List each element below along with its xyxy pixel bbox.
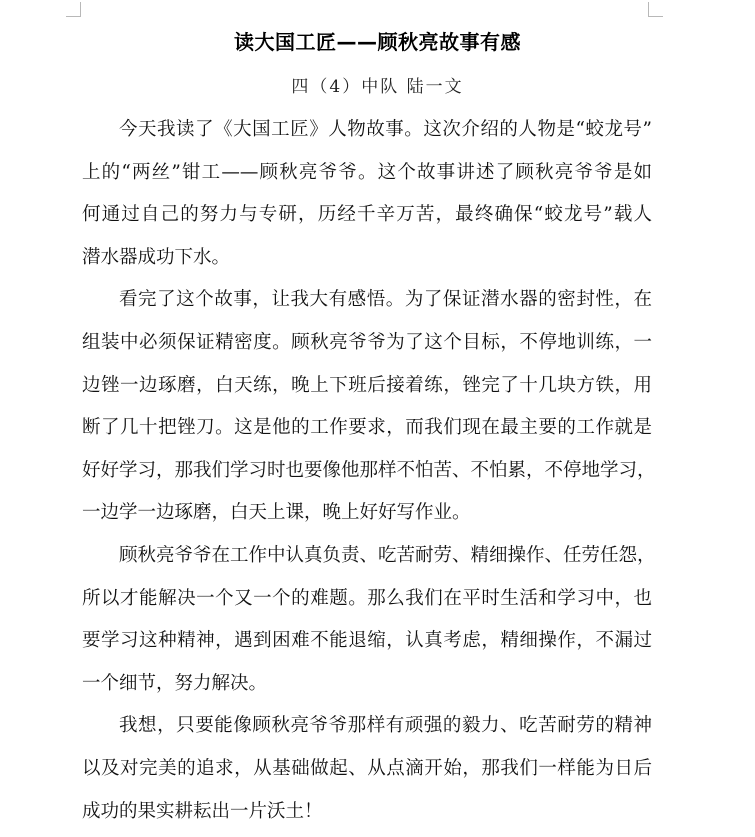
document-title: 读大国工匠——顾秋亮故事有感	[234, 30, 521, 54]
paragraph-2	[82, 279, 656, 535]
text-line: 顾秋亮爷爷在工作中认真负责、吃苦耐劳、精细操作、任劳任怨，	[119, 544, 656, 566]
paragraph-4	[82, 705, 652, 833]
text-line: 好好学习，那我们学习时也要像他那样不怕苦、不怕累，不停地学习，	[82, 459, 656, 481]
text-line: 以及对完美的追求，从基础做起、从点滴开始，那我们一样能为日后	[82, 757, 652, 779]
text-line: 边锉一边琢磨，白天练，晚上下班后接着练，锉完了十几块方铁，用	[82, 374, 652, 396]
text-line: 所以才能解决一个又一个的难题。那么我们在平时生活和学习中，也	[82, 587, 652, 609]
text-line: 看完了这个故事，让我大有感悟。为了保证潜水器的密封性，在	[119, 289, 652, 311]
document-body	[82, 109, 656, 833]
text-line: 成功的果实耕耘出一片沃土！	[82, 800, 323, 822]
text-line: 一边学一边琢磨，白天上课，晚上好好写作业。	[82, 502, 471, 524]
text-line: 要学习这种精神，遇到困难不能退缩，认真考虑，精细操作，不漏过	[82, 630, 652, 652]
page-margin-corner-right	[648, 2, 663, 17]
text-line: 断了几十把锉刀。这是他的工作要求，而我们现在最主要的工作就是	[82, 417, 652, 439]
text-line: 组装中必须保证精密度。顾秋亮爷爷为了这个目标，不停地训练，一	[82, 331, 652, 353]
text-line: 上的“两丝”钳工——顾秋亮爷爷。这个故事讲述了顾秋亮爷爷是如	[82, 161, 652, 183]
document-author: 四（4）中队 陆一文	[291, 77, 464, 97]
paragraph-1	[82, 109, 652, 279]
text-line: 何通过自己的努力与专研，历经千辛万苦，最终确保“蛟龙号”载人	[82, 204, 652, 226]
text-line: 潜水器成功下水。	[82, 246, 231, 268]
paragraph-3	[82, 535, 656, 705]
text-line: 今天我读了《大国工匠》人物故事。这次介绍的人物是“蛟龙号”	[119, 119, 652, 140]
text-line: 一个细节，努力解决。	[82, 672, 268, 694]
page-margin-corner-left	[66, 2, 81, 17]
text-line: 我想，只要能像顾秋亮爷爷那样有顽强的毅力、吃苦耐劳的精神	[119, 715, 652, 737]
